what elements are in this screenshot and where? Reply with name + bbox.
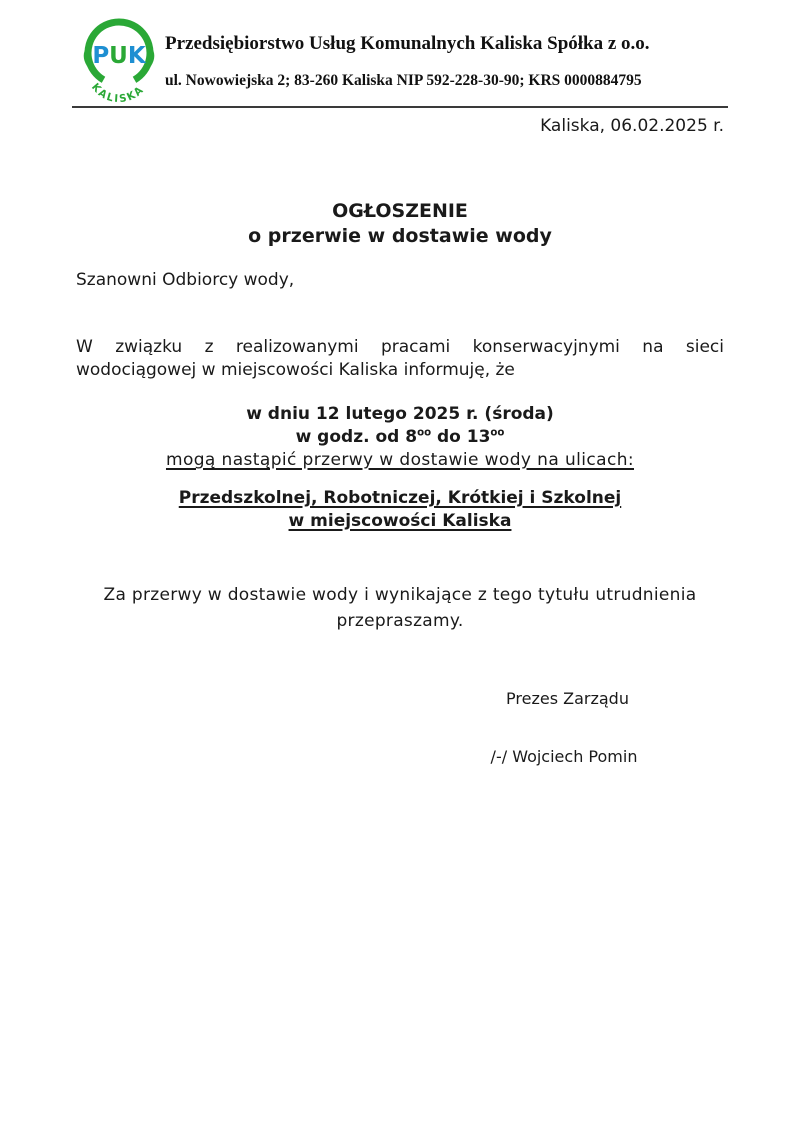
notice-hours-line — [0, 426, 800, 449]
intro-paragraph — [76, 336, 724, 382]
intro-line-1: W związku z realizowanymi pracami konserwacyjnymi na sieci — [76, 337, 724, 357]
hours-prefix: w godz. od 8 — [295, 427, 418, 447]
apology-paragraph — [76, 582, 724, 634]
hours-mid: do 13 — [431, 427, 491, 447]
hours-superscript-2: oo — [490, 427, 505, 439]
notice-date-line: w dniu 12 lutego 2025 r. (środa) — [246, 404, 554, 424]
notice-interruption-line: mogą nastąpić przerwy w dostawie wody na ulicach: — [165, 450, 634, 470]
logo-kaliska-caption: KALISKA — [88, 81, 148, 106]
puk-kaliska-logo-icon — [78, 14, 163, 114]
place-date-line: Kaliska, 06.02.2025 r. — [540, 116, 724, 136]
apology-line-2: przepraszamy. — [336, 611, 464, 631]
title-line-1: OGŁOSZENIE — [332, 200, 468, 222]
document-title — [0, 199, 800, 249]
header-divider — [72, 106, 728, 108]
logo-puk-text: (PUK) — [81, 43, 157, 69]
notice-block — [0, 403, 800, 472]
location-line: w miejscowości Kaliska — [288, 511, 512, 531]
hours-superscript-1: oo — [417, 427, 432, 439]
company-address-line: ul. Nowowiejska 2; 83-260 Kaliska NIP 592-228-30-90; KRS 0000884795 — [165, 72, 642, 89]
company-name: Przedsiębiorstwo Usług Komunalnych Kaliska Spółka z o.o. — [165, 33, 650, 54]
intro-line-2: wodociągowej w miejscowości Kaliska informuję, że — [76, 360, 515, 380]
salutation: Szanowni Odbiorcy wody, — [76, 270, 295, 290]
streets-block — [0, 487, 800, 533]
apology-line-1: Za przerwy w dostawie wody i wynikające z tego tytułu utrudnienia — [103, 585, 697, 605]
title-line-2: o przerwie w dostawie wody — [248, 225, 552, 247]
streets-line: Przedszkolnej, Robotniczej, Krótkiej i Szkolnej — [178, 488, 622, 508]
signature-name: /-/ Wojciech Pomin — [490, 747, 638, 766]
signature-role: Prezes Zarządu — [506, 689, 629, 708]
